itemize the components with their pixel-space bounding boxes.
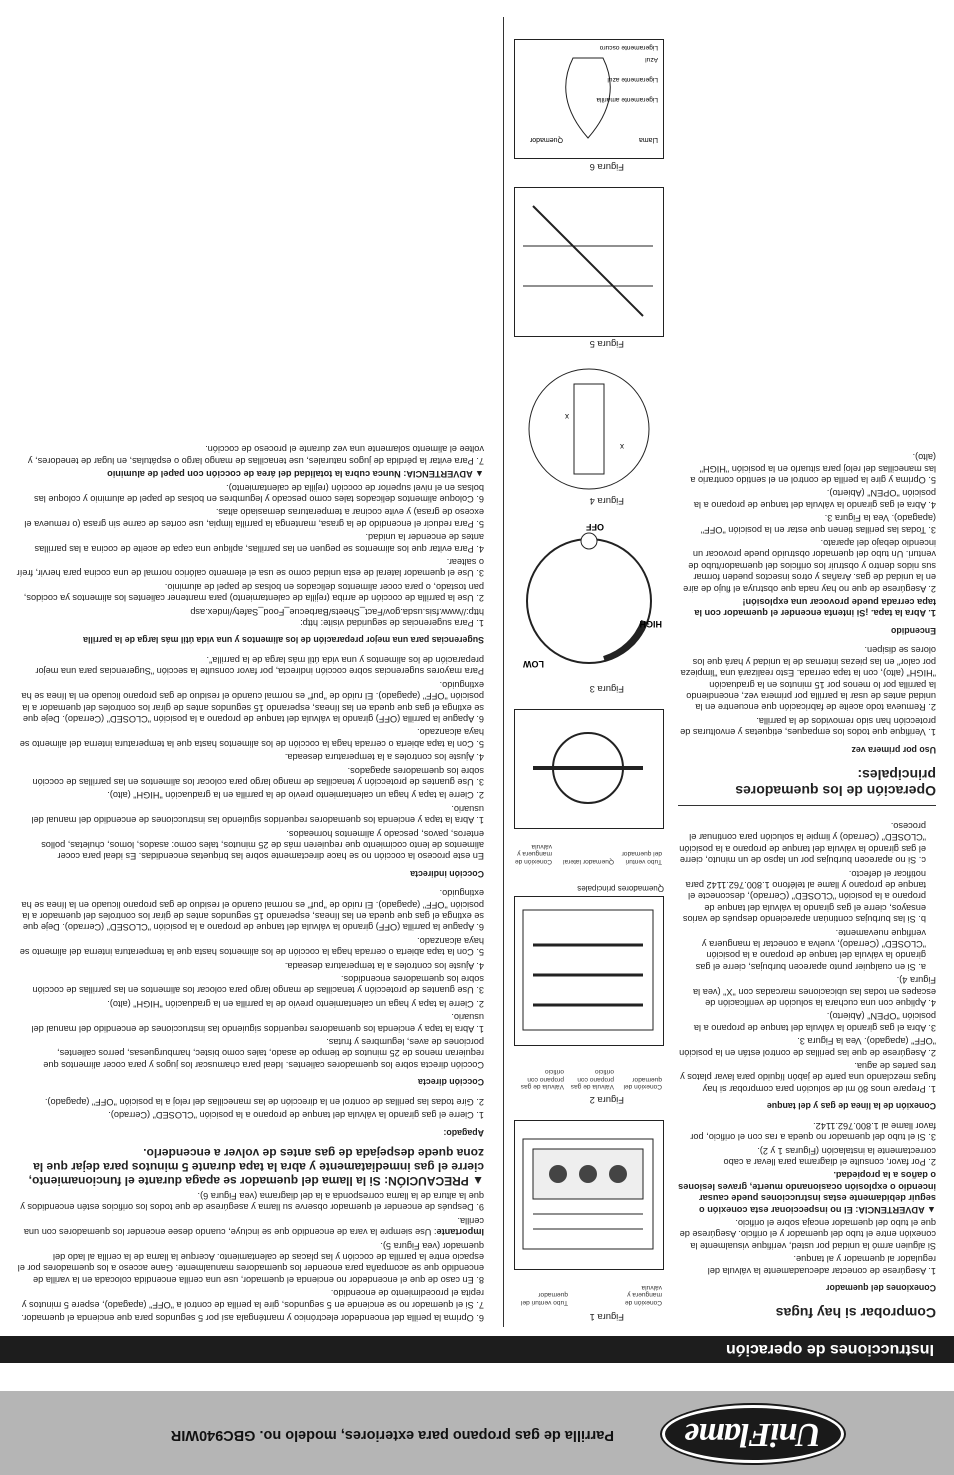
warning-text: 1. Abra la tapa. ¡Si intenta encender el quemador con la tapa cerrada puede provocar una explosión!	[694, 597, 936, 619]
figure-label: Quemador lateral	[563, 857, 614, 865]
figure-label: Tubo venturi del quemador	[520, 1291, 568, 1306]
paragraph: 5. Con la tapa abierta o cerrada haga la cocción de los alimentos hasta que la temperatura interna del alimento se haya alcanzado.	[19, 935, 484, 958]
figure-caption: Figura 4	[589, 496, 624, 508]
figure-label: Quemadores principales	[577, 884, 664, 894]
paragraph: 6. Coloque alimentos delicados tales como pescado y legumbres en bolsas de papel de aluminio y coloque las bolsas en el nivel superior de cocción (rejilla de calentamiento).	[34, 482, 484, 505]
svg-text:Ligeramente azul: Ligeramente azul	[607, 76, 658, 84]
control-knob-diagram	[514, 521, 664, 681]
paragraph: 5. Oprima y gire la perilla de control en el sentido contrario a las manecillas del reloj para situarlo en la posición "HIGH" (alto).	[690, 452, 936, 486]
paragraph: 1. Cierre el gas girando la válvula del tanque de propano a la posición "CLOSED" (Cerrado).	[108, 1110, 484, 1121]
svg-text:Azul: Azul	[645, 56, 658, 64]
paragraph: 2. Gire todas las perillas de control en la dirección de las manecillas del reloj a la posición "OFF" (apagado).	[44, 1096, 484, 1107]
paragraph: 4. Ajuste los controles a la temperatura deseada.	[284, 752, 484, 763]
subheading: Uso por primera vez	[851, 744, 936, 755]
figure-caption: Figura 5	[589, 338, 624, 350]
column-divider	[503, 17, 504, 1327]
figure-2b	[514, 709, 664, 869]
figure-2b-image	[514, 709, 664, 829]
subheading: Cocción directa	[418, 1077, 484, 1088]
page-header	[0, 1391, 954, 1475]
paragraph: 7. Para evitar la pérdida de jugos naturales, use tenacillas de mango largo o espátulas, en lugar de tenedores, y voltee el alimento solamente una vez durante el proceso de cocción.	[27, 444, 484, 466]
paragraph: 3. Use guantes de protección y tenacillas de mango largo para colocar los alimentos en las parrillas de cocción sobre los quemadores encendidos.	[32, 974, 484, 996]
warning-text: ▲ ADVERTENCIA: Nunca cubra la totalidad del área de cocción con papel de aluminio	[107, 469, 484, 480]
subheading: Sugerencias para una mejor preparación de los alimentos y una vida útil más larga de la parrilla	[83, 635, 484, 646]
figure-label: Conexión del quemador	[623, 1075, 662, 1091]
section-title: Instrucciones de operación	[725, 1341, 934, 1358]
figure-3	[514, 521, 664, 694]
paragraph: 8. En caso de que el encendedor no encienda el quemador, use una cerilla encendida colocada en la varilla de encendido que se acompaña para encender los quemadores manualmente. Gane acceso a los quemadores por el espacio entre la parrilla de cocción y las placas de calentamiento. Acerque la llama de la cerilla al lado del quemador (vea Figura 5).	[17, 1240, 484, 1285]
paragraph: 3. Todas las perillas tienen que estar en la posición "OFF" (apagado). Vea la Figura 3.	[700, 513, 936, 535]
paragraph: 1. Abra la tapa y encienda los quemadores requeridos siguiendo las instrucciones de encendido del manual del usuario.	[31, 1012, 484, 1034]
knob-high-label: HIGH	[639, 619, 662, 630]
figure-1-image	[514, 1120, 664, 1270]
figure-label: Conexión de manguera y válvula	[514, 842, 552, 865]
subheading: Conexiones del quemador	[826, 1283, 936, 1293]
paragraph: 2. Asegúrese de que no hay nada que obstruya el flujo de aire en la unidad de gas. Arañas y otros insectos pueden formar sus nidos dentro y obstruir los orificios del quemador/tubo de venturi. Un tubo del quemador obstruido puede provocar un incendio debajo del aparato.	[683, 538, 936, 594]
paragraph: 4. Abra el gas girando la válvula del tanque de propano a la posición "OPEN" (Abierto).	[693, 488, 936, 510]
figure-caption: Figura 2	[589, 1094, 624, 1106]
svg-text:x: x	[620, 441, 624, 451]
paragraph: 3. Si el tubo del quemador no queda a ras con el orificio, por favor llame al 1.800.762.1142.	[690, 1120, 936, 1143]
paragraph: 4. Aplique con una cuchara la solución de verificación de escapes en todas las ubicaciones marcadas con "X" (vea la Figura 4).	[693, 975, 936, 1009]
paragraph: 6. Apague la parrilla (OFF) girando la válvula del tanque de propano a la posición "CLOSED" (Cerrado). Deje que se extinga el gas que queda en las líneas, esperando 15 segundos antes de girar los controles del quemador a la posición "OFF" (apagado). El ruido de "puf" es normal cuando el residuo de gas propano licuado en la línea se ha extinguido.	[21, 679, 484, 724]
figure-label: Tubo venturi del quemador	[621, 850, 662, 865]
figure-6	[514, 39, 664, 172]
paragraph: c. Si no aparecen burbujas por un lapso de un minuto, cierre el gas girando la válvula del tanque de propano a la posición "CLOSED" (Cerrado) y limpie la solución para continuar el proceso.	[679, 820, 926, 866]
paragraph: 2. Asegúrese de que las perillas de control están en la posición "OFF" (apagado). Vea la Figura 3.	[679, 1036, 936, 1058]
paragraph: 2. Use la parrilla de cocción de arriba (rejilla de calentamiento) para mantener calientes los alimentos ya cocidos, pan tostado, o para cocer alimentos delicados en bolsas de papel de aluminio.	[23, 581, 484, 604]
paragraph: 2. Cierre la tapa y haga un calentamiento previo de la parrilla en la graduación "HIGH" (alto).	[107, 998, 484, 1009]
flame-diagram	[514, 39, 663, 158]
paragraph: 4. Para evitar que los alimentos se peguen en las parrillas, aplique una capa de aceite de cocina a las parrillas antes de encender la unidad.	[34, 532, 484, 554]
heading-main-burners: Operación de los quemadores principales:	[678, 767, 936, 806]
subheading: Apagado:	[443, 1127, 484, 1138]
section-bar	[0, 1336, 954, 1363]
figure-caption: Figura 3	[589, 683, 624, 695]
svg-text:Llama: Llama	[638, 136, 658, 144]
brand-logo: UniFlame	[662, 1405, 844, 1463]
heading-leak-test: Comprobar si hay fugas	[775, 1305, 936, 1321]
figure-caption: Figura 6	[589, 161, 624, 173]
paragraph: 1. Verifique que todos los empaques, etiquetas y envolturas de protección han sido removidos de la parrilla.	[680, 715, 936, 738]
paragraph: 5. Para reducir el encendido de la grasa, mantenga la parrilla limpia, use cortes de carne sin grasa (o remueva el exceso de grasa) y evite cocinar a temperaturas demasiado altas.	[24, 507, 484, 529]
paragraph: Importante: Use siempre la vara de encendido que se incluye, cuando desee encender los quemadores con una cerilla.	[23, 1215, 484, 1238]
warning-icon: ▲	[924, 1204, 936, 1215]
side-burner-diagram	[514, 709, 663, 828]
page-title: Parrilla de gas propano para exteriores, modelo no. GBC940WIR	[170, 1427, 614, 1443]
column-leak-test	[678, 449, 936, 1323]
paragraph: 9. Después de encender el quemador observe su llama y asegúrese de que todos los orificios estén encendidos y que la altura de la llama corresponda a la del diagrama (vea Figura 6).	[20, 1190, 484, 1213]
match-lighting-diagram	[514, 187, 663, 336]
warning-icon: ▲	[468, 1173, 484, 1188]
paragraph: 3. Use guantes de protección y tenacillas de mango largo para colocar los alimentos en las parrillas de cocción sobre los quemadores apagados.	[32, 765, 484, 787]
paragraph: 5. Con la tapa abierta o cerrada haga la cocción de los alimentos hasta que la temperatura interna del alimento se haya alcanzado.	[19, 727, 484, 749]
knob-off-label: OFF	[586, 522, 604, 533]
caution-text: ▲ PRECAUCIÓN: Si la llama del quemador se apaga durante el funcionamiento, cierre el gas inmediatamente y abra la tapa durante 5 minutos para dejar que la zona quede despejada de gas antes de volver a encenderlo.	[28, 1145, 484, 1188]
paragraph: 4. Ajuste los controles a la temperatura deseada.	[284, 960, 484, 971]
subheading: Conexión de la línea de gas y del tanque	[766, 1101, 936, 1112]
figure-1	[514, 1120, 664, 1323]
paragraph: Cocción directa sobre los quemadores calientes. Ideal para chamuscar los jugos y para cocer alimentos que requieran menos de 25 minutos de tiempo de asado, tales como bistec, hamburguesas, perros calientes, porciones de aves, legumbres y frutas.	[43, 1037, 484, 1070]
figure-caption: Figura 1	[589, 1312, 624, 1323]
paragraph: En este proceso la cocción no se hace directamente sobre las briquetas encendidas. Es ideal para cocer alimentos de lento cocimiento que requieren más de 25 minutos, tales como: asados, lomos, chuletas, pollos enteros, pavos, pescado y alimentos horneados.	[41, 828, 484, 862]
figure-4	[514, 364, 664, 507]
paragraph: 2. Remueva todo aceite de fabricación que encuentre en la unidad antes de usar la parrilla por primera vez, encendiendo la parrilla por lo menos por 15 minutos en la graduación "HIGH" (alto), con la tapa cerrada. Esto realizará una "limpieza por calor" en las piezas internas de la unidad y hará que los olores se disipen.	[680, 645, 936, 713]
paragraph: 3. Use el quemador lateral de esta unidad como se usa el elemento calórico normal de una cocina para hervir, freír o saltear.	[16, 557, 484, 579]
valve-diagram	[514, 364, 664, 494]
figure-label: Válvula de gas propano con orificio	[570, 1068, 614, 1091]
paragraph: 3. Abra el gas girando la válvula del tanque de propano a la posición "OPEN" (Abierto).	[693, 1011, 936, 1033]
warning-icon: ▲	[472, 469, 484, 480]
figure-2	[514, 883, 664, 1106]
paragraph: 1. Abra la tapa y encienda los quemadores requeridos siguiendo las instrucciones de encendido del manual del usuario.	[31, 803, 484, 826]
knob-low-label: LOW	[523, 659, 544, 670]
paragraph: 6. Oprima la perilla del encendedor electrónico y manténgala así por 5 segundos para que encienda el quemador.	[21, 1313, 484, 1323]
warning-text: ▲ ADVERTENCIA: El no inspeccionar esta conexión o seguir debidamente estas instrucciones puede causar incendio o explosión ocasionando muerte, graves lesiones o daños a la propiedad.	[678, 1170, 936, 1215]
figure-3-image	[514, 521, 664, 681]
paragraph: Para mayores sugerencias sobre cocción indirecta, por favor consulte la sección "Sugerencias para una mejor preparación de los alimentos y una vida útil más larga de la parrilla".	[35, 654, 484, 677]
burner-diagram	[514, 896, 663, 1045]
column-operation	[16, 441, 484, 1323]
svg-text:Quemador: Quemador	[529, 136, 563, 144]
paragraph: 1. Para sugerencias de seguridad visite: http: http://www.fsis.usda.gov/Fact_Sheets/Barbecue_Food_Safety/index.asp	[190, 606, 484, 629]
figure-5	[514, 187, 664, 350]
column-figures	[514, 25, 664, 1323]
svg-text:Ligeramente oscuro: Ligeramente oscuro	[599, 44, 658, 52]
figure-label: Conexión de manguera y válvula	[624, 1283, 662, 1306]
paragraph: a. Si en cualquier punto aparecen burbujas, cierre el gas girando la válvula del tanque de propano a la posición "CLOSED" (Cerrado), vuelva a conectar la manguera y verifique nuevamente.	[695, 927, 926, 972]
subheading: Encendido	[891, 625, 936, 636]
paragraph: 2. Cierre la tapa y haga un calentamiento previo de la parrilla en la graduación "HIGH" (alto).	[107, 790, 484, 801]
figure-label: Válvula de gas propano con orificio	[520, 1068, 564, 1091]
paragraph: 1. Prepare unos 80 ml de solución para comprobar si hay fugas mezclando una parte de jabón líquido para lavar platos y tres partes de agua.	[680, 1061, 936, 1094]
paragraph: 1. Asegúrese de conectar adecuadamente la válvula del regulador al quemador y al tanque.	[707, 1254, 936, 1276]
figure-2-image	[514, 896, 664, 1046]
paragraph: b. Si las burbujas continúan apareciendo después de varios ensayos, cierre el gas girando la válvula del tanque de propano a la posición "CLOSED" (Cerrado), desconecte el tanque de propano y llame al teléfono 1.800.762.1142 para notificar el defecto.	[682, 868, 926, 925]
figure-5-image	[514, 187, 664, 337]
subheading: Cocción indirecta	[410, 868, 484, 879]
svg-text:Ligeramente amarilla: Ligeramente amarilla	[596, 96, 658, 104]
paragraph: 7. Si el quemador no se enciende en 5 segundos, gire la perilla de control a "OFF" (apagado), espere 5 minutos y repita el procedimiento de encendido.	[21, 1288, 484, 1310]
svg-text:x: x	[565, 411, 569, 421]
figure-6-image	[514, 39, 664, 159]
paragraph: 6. Apague la parrilla (OFF) girando la válvula del tanque de propano a la posición "CLOSED" (Cerrado). Deje que se extinga el gas que queda en las líneas, esperando 15 segundos antes de girar los controles del quemador a la posición "OFF" (apagado). El ruido de "puf" es normal cuando el residuo de gas propano licuado en la línea se ha extinguido.	[21, 888, 484, 933]
paragraph: Si alguien armó la unidad por usted, verifique visualmente la conexión entre el tubo del quemador y el orificio. Asegúrese de que el tubo del quemador encaja sobre el orificio.	[679, 1217, 936, 1251]
paragraph: 2. Por favor, consulte el diagrama para llevar a cabo correctamente la instalación (Figuras 1 y 2).	[723, 1145, 936, 1167]
figure-4-image	[514, 364, 664, 494]
grill-diagram	[514, 1120, 663, 1269]
